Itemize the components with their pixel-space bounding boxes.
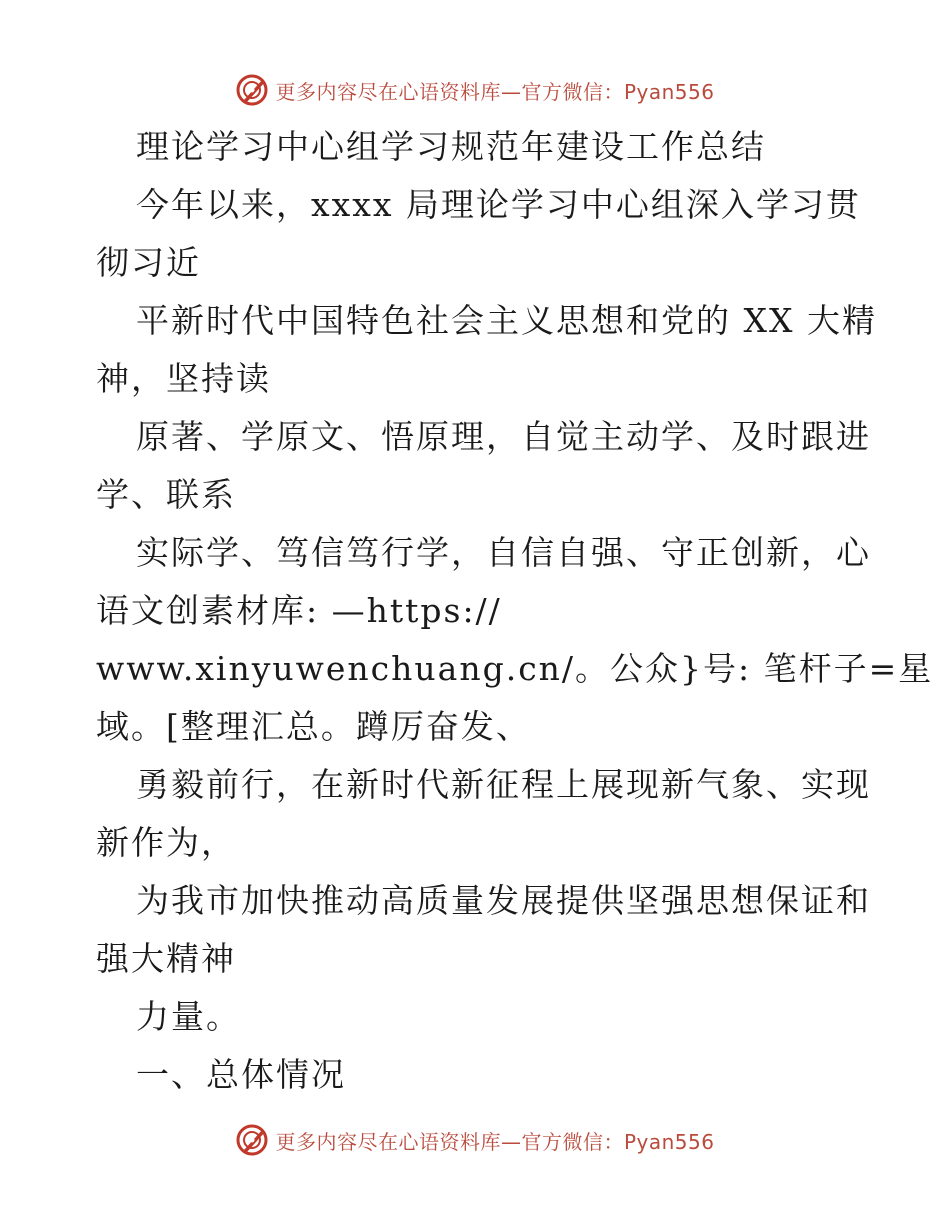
text-line: 语文创素材库: —https:// [96, 591, 502, 630]
text-line: 神，坚持读 [96, 359, 271, 398]
text-line: 强大精神 [96, 939, 236, 978]
text-line: 彻习近 [96, 243, 201, 282]
text-line: 力量。 [136, 997, 241, 1036]
text-line: 新作为， [96, 823, 236, 862]
header-banner [0, 70, 950, 110]
text-line: 勇毅前行，在新时代新征程上展现新气象、实现 [136, 765, 871, 804]
text-line: 平新时代中国特色社会主义思想和党的 XX 大精 [136, 301, 877, 340]
text-line: 学、联系 [96, 475, 236, 514]
document-body [96, 118, 934, 1104]
document-title: 理论学习中心组学习规范年建设工作总结 [136, 127, 766, 166]
quill-pen-logo-icon [235, 1123, 269, 1157]
text-line: 原著、学原文、悟原理，自觉主动学、及时跟进 [136, 417, 871, 456]
text-line: 今年以来，xxxx 局理论学习中心组深入学习贯 [136, 185, 861, 224]
text-line: 为我市加快推动高质量发展提供坚强思想保证和 [136, 881, 871, 920]
text-line: 实际学、笃信笃行学，自信自强、守正创新，心 [136, 533, 871, 572]
footer-banner [0, 1120, 950, 1160]
quill-pen-logo-icon [235, 73, 269, 107]
text-line: www.xinyuwenchuang.cn/。公众}号: 笔杆子=星 [96, 649, 934, 688]
text-line: 一、总体情况 [136, 1055, 346, 1094]
header-banner-text: 更多内容尽在心语资料库—官方微信：Pyan556 [275, 79, 715, 104]
text-line: 域。[整理汇总。蹲厉奋发、 [96, 707, 531, 746]
footer-banner-text: 更多内容尽在心语资料库—官方微信：Pyan556 [275, 1129, 715, 1154]
